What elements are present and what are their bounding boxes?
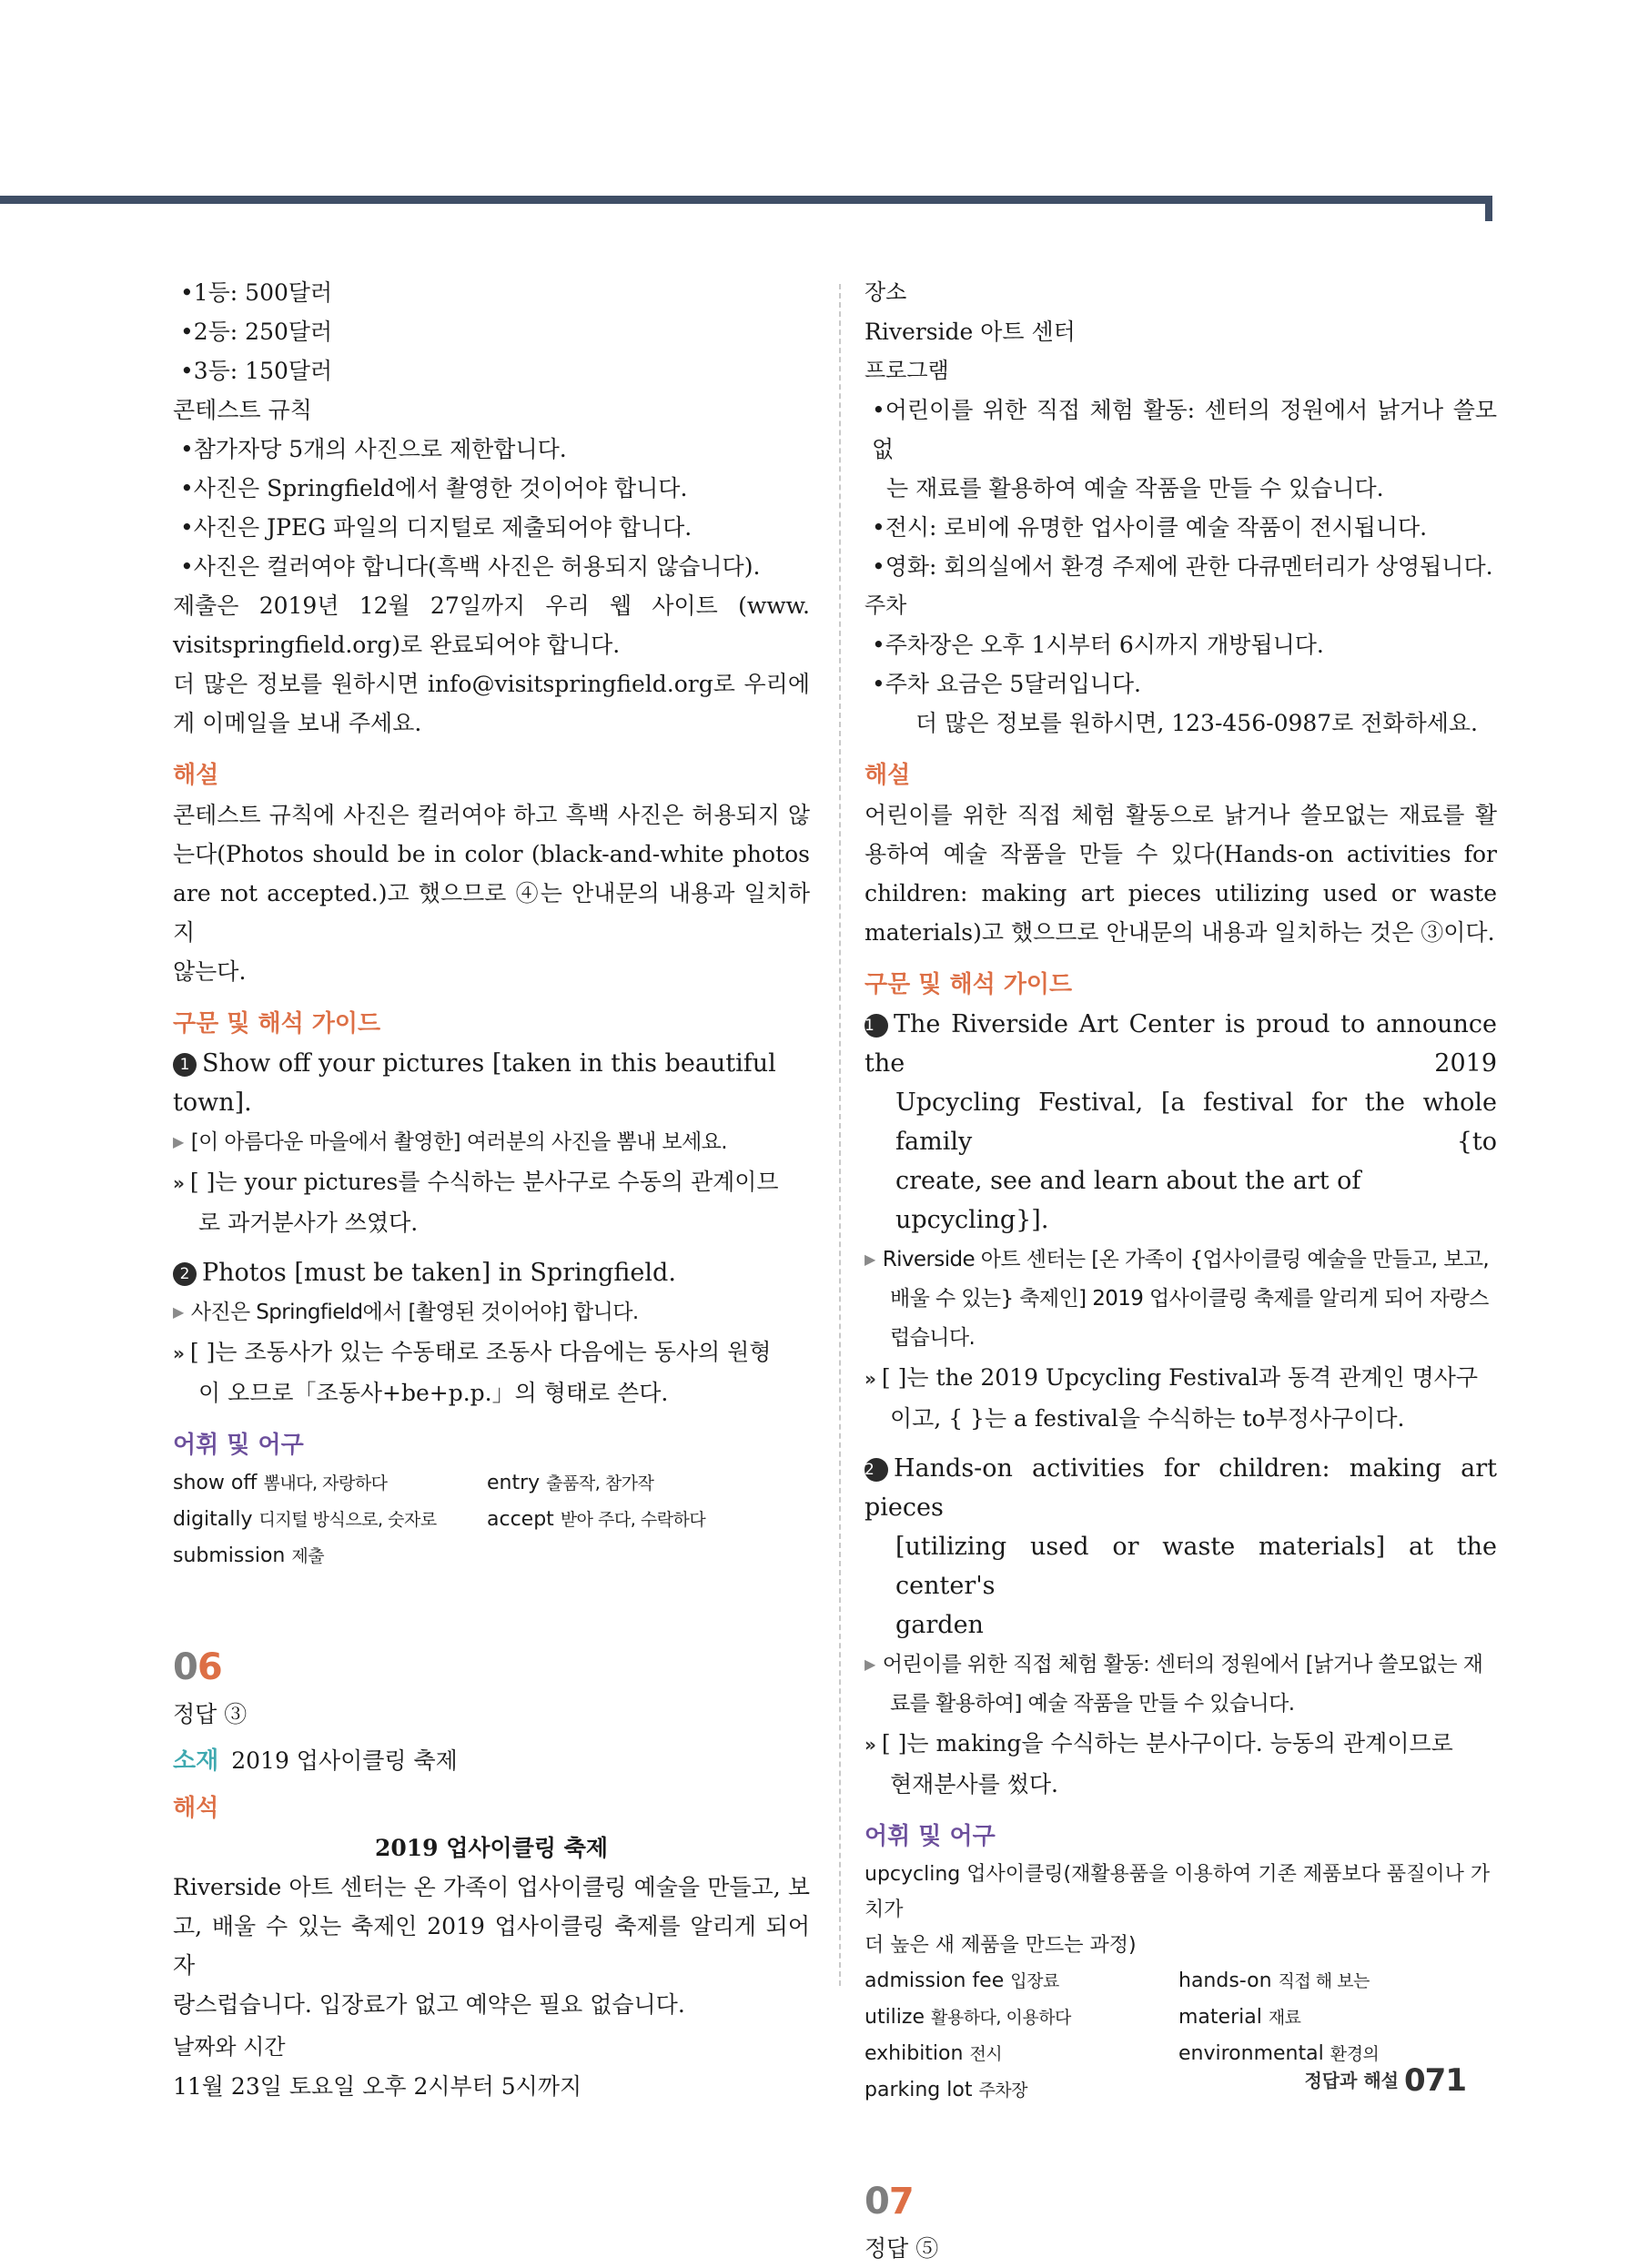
guide-sentence-text: Show off your pictures [taken in this beautiful town]. bbox=[173, 1049, 776, 1117]
rule-item: • 사진은 JPEG 파일의 디지털로 제출되어야 합니다. bbox=[173, 508, 810, 547]
guide-note-line: 로 과거분사가 쓰였다. bbox=[198, 1210, 419, 1236]
guide-note-line: 현재분사를 썼다. bbox=[890, 1771, 1058, 1797]
guide-note-line: [ ]는 making을 수식하는 분사구이다. 능동의 관계이므로 bbox=[881, 1730, 1453, 1757]
datetime-text: 11월 23일 토요일 오후 2시부터 5시까지 bbox=[173, 2073, 582, 2100]
explanation-line: 어린이를 위한 직접 체험 활동으로 낡거나 쓸모없는 재료를 활 bbox=[865, 802, 1497, 828]
guide-note bbox=[173, 1162, 810, 1203]
explanation-line: are not accepted.)고 했으므로 ④는 안내문의 내용과 일치하지 bbox=[173, 880, 810, 946]
info-text: 게 이메일을 보내 주세요. bbox=[173, 710, 422, 736]
parking-heading: 주차 bbox=[865, 592, 907, 618]
footer-label: 정답과 해설 bbox=[1304, 2070, 1400, 2091]
rules-title: 콘테스트 규칙 bbox=[173, 397, 312, 423]
parking-item: • 주차장은 오후 1시부터 6시까지 개방됩니다. bbox=[865, 625, 1497, 664]
rule-item: • 사진은 컬러여야 합니다(흑백 사진은 허용되지 않습니다). bbox=[173, 547, 810, 586]
column-divider bbox=[839, 284, 841, 1986]
guide-sentence-text: The Riverside Art Center is proud to announce the 2019 bbox=[865, 1010, 1497, 1078]
guide-sentence-text: create, see and learn about the art of upcycling}]. bbox=[895, 1167, 1361, 1234]
guide-sentence-text: [utilizing used or waste materials] at the center's bbox=[895, 1533, 1497, 1600]
explanation-line: materials)고 했으므로 안내문의 내용과 일치하는 것은 ③이다. bbox=[865, 919, 1495, 946]
program-item: 는 재료를 활용하여 예술 작품을 만들 수 있습니다. bbox=[886, 475, 1384, 501]
explanation-line: children: making art pieces utilizing used or waste bbox=[865, 880, 1497, 906]
vocab-item: admission fee 입장료 bbox=[865, 1969, 1059, 1992]
left-column bbox=[173, 273, 810, 2106]
guide-note-line: 이 오므로「조동사+be+p.p.」의 형태로 쓴다. bbox=[198, 1380, 669, 1406]
guide-translation: ▶ [이 아름다운 마을에서 촬영한] 여러분의 사진을 뽐내 보세요. bbox=[173, 1122, 810, 1162]
vocab-item: exhibition 전시 bbox=[865, 2042, 1003, 2065]
explanation-line: 콘테스트 규칙에 사진은 컬러여야 하고 흑백 사진은 허용되지 않 bbox=[173, 802, 810, 828]
info-text: 더 많은 정보를 원하시면 info@visitspringfield.org로 우리에 bbox=[173, 671, 810, 697]
place-text: Riverside 아트 센터 bbox=[865, 319, 1076, 345]
header-rule bbox=[0, 196, 1492, 204]
guide-sentence bbox=[173, 1044, 810, 1122]
parking-item: • 주차 요금은 5달러입니다. bbox=[865, 664, 1497, 704]
syntax-guide-heading: 구문 및 해석 가이드 bbox=[173, 1010, 381, 1038]
question-number: 06 bbox=[173, 1646, 222, 1688]
guide-note-line: 이고, { }는 a festival을 수식하는 to부정사구이다. bbox=[890, 1405, 1405, 1432]
page-number: 071 bbox=[1404, 2062, 1466, 2099]
vocab-item: 더 높은 새 제품을 만드는 과정) bbox=[865, 1934, 1137, 1957]
rule-item: • 사진은 Springfield에서 촬영한 것이어야 합니다. bbox=[173, 469, 810, 508]
guide-note bbox=[865, 1724, 1497, 1765]
datetime-heading: 날짜와 시간 bbox=[173, 2034, 286, 2060]
vocab-item: entry 출품작, 참가작 bbox=[487, 1472, 654, 1494]
guide-note-line: [ ]는 the 2019 Upcycling Festival과 동격 관계인 명사구 bbox=[881, 1364, 1479, 1391]
guide-translation: 료를 활용하여] 예술 작품을 만들 수 있습니다. bbox=[890, 1692, 1295, 1716]
guide-note-line: [ ]는 조동사가 있는 수동태로 조동사 다음에는 동사의 원형 bbox=[189, 1339, 772, 1365]
rule-item: • 참가자당 5개의 사진으로 제한합니다. bbox=[173, 430, 810, 469]
place-heading: 장소 bbox=[865, 279, 907, 305]
guide-sentence-text: Photos [must be taken] in Springfield. bbox=[202, 1259, 676, 1287]
note-arrow-icon: » bbox=[173, 1172, 185, 1194]
right-column bbox=[865, 273, 1497, 2268]
guide-sentence-text: garden bbox=[895, 1611, 984, 1639]
prize-item: • 2등: 250달러 bbox=[173, 312, 810, 351]
program-heading: 프로그램 bbox=[865, 358, 949, 383]
vocab-item: submission 제출 bbox=[173, 1544, 325, 1567]
notice-title: 2019 업사이클링 축제 bbox=[374, 1835, 609, 1861]
guide-translation: 럽습니다. bbox=[890, 1326, 976, 1350]
explanation-line: 않는다. bbox=[173, 958, 247, 985]
guide-note bbox=[865, 1358, 1497, 1399]
explanation-line: 는다(Photos should be in color (black-and-white photos bbox=[173, 841, 810, 867]
note-arrow-icon: » bbox=[173, 1342, 185, 1364]
translation-heading: 해석 bbox=[173, 1795, 219, 1822]
guide-translation: 배울 수 있는} 축제인] 2019 업사이클링 축제를 알리게 되어 자랑스 bbox=[890, 1287, 1489, 1311]
vocab-item: digitally 디지털 방식으로, 숫자로 bbox=[173, 1508, 437, 1531]
answer: 정답 ③ bbox=[173, 1701, 248, 1727]
sentence-number-icon: 1 bbox=[865, 1014, 888, 1038]
vocab-item: show off 뽐내다, 자랑하다 bbox=[173, 1472, 388, 1494]
guide-sentence bbox=[865, 1449, 1497, 1527]
vocab-item: material 재료 bbox=[1178, 2006, 1301, 2029]
page-footer bbox=[1304, 2062, 1466, 2099]
program-item: • 영화: 회의실에서 환경 주제에 관한 다큐멘터리가 상영됩니다. bbox=[865, 547, 1497, 586]
vocabulary-list bbox=[173, 1465, 810, 1574]
guide-sentence-text: Hands-on activities for children: making art pieces bbox=[865, 1454, 1497, 1522]
program-item: • 어린이를 위한 직접 체험 활동: 센터의 정원에서 낡거나 쓸모없 bbox=[865, 390, 1497, 469]
notice-line: 고, 배울 수 있는 축제인 2019 업사이클링 축제를 알리게 되어 자 bbox=[173, 1913, 810, 1979]
explanation-heading: 해설 bbox=[173, 762, 219, 789]
topic: 소재 2019 업사이클링 축제 bbox=[173, 1747, 458, 1775]
guide-translation: ▶ 어린이를 위한 직접 체험 활동: 센터의 정원에서 [낡거나 쓸모없는 재 bbox=[865, 1645, 1497, 1685]
sentence-number-icon: 2 bbox=[865, 1458, 888, 1482]
guide-translation: ▶ Riverside 아트 센터는 [온 가족이 {업사이클링 예술을 만들고, 보고, bbox=[865, 1240, 1497, 1280]
vocab-item: upcycling 업사이클링(재활용품을 이용하여 기존 제품보다 품질이나 가치가 bbox=[865, 1863, 1491, 1921]
answer: 정답 ⑤ bbox=[865, 2235, 939, 2262]
vocab-item: parking lot 주차장 bbox=[865, 2079, 1028, 2101]
header-rule-tick bbox=[1485, 196, 1492, 221]
submit-text: visitspringfield.org)로 완료되어야 합니다. bbox=[173, 632, 621, 658]
prize-item: • 3등: 150달러 bbox=[173, 351, 810, 390]
guide-note bbox=[173, 1332, 810, 1373]
guide-translation: ▶ 사진은 Springfield에서 [촬영된 것이어야] 합니다. bbox=[173, 1292, 810, 1332]
prize-item: • 1등: 500달러 bbox=[173, 273, 810, 312]
vocabulary-heading: 어휘 및 어구 bbox=[865, 1823, 996, 1850]
guide-sentence bbox=[865, 1005, 1497, 1083]
guide-note-line: [ ]는 your pictures를 수식하는 분사구로 수동의 관계이므 bbox=[189, 1169, 779, 1195]
guide-sentence bbox=[173, 1253, 810, 1292]
notice-line: 랑스럽습니다. 입장료가 없고 예약은 필요 없습니다. bbox=[173, 1991, 685, 2018]
syntax-guide-heading: 구문 및 해석 가이드 bbox=[865, 971, 1073, 998]
note-arrow-icon: » bbox=[865, 1368, 876, 1390]
vocab-item: hands-on 직접 해 보는 bbox=[1178, 1969, 1370, 1992]
vocabulary-heading: 어휘 및 어구 bbox=[173, 1432, 304, 1459]
submit-text: 제출은 2019년 12월 27일까지 우리 웹 사이트 (www. bbox=[173, 592, 810, 619]
guide-sentence-text: Upcycling Festival, [a festival for the whole family {to bbox=[895, 1088, 1497, 1156]
note-arrow-icon: » bbox=[865, 1734, 876, 1756]
phone-text: 더 많은 정보를 원하시면, 123-456-0987로 전화하세요. bbox=[915, 710, 1478, 736]
explanation-heading: 해설 bbox=[865, 762, 911, 789]
sentence-number-icon: 2 bbox=[173, 1262, 197, 1286]
vocab-item: accept 받아 주다, 수락하다 bbox=[487, 1508, 706, 1531]
program-item: • 전시: 로비에 유명한 업사이클 예술 작품이 전시됩니다. bbox=[865, 508, 1497, 547]
vocab-item: environmental 환경의 bbox=[1178, 2042, 1380, 2065]
question-number: 07 bbox=[865, 2181, 914, 2222]
notice-line: Riverside 아트 센터는 온 가족이 업사이클링 예술을 만들고, 보 bbox=[173, 1874, 810, 1900]
explanation-line: 용하여 예술 작품을 만들 수 있다(Hands-on activities for bbox=[865, 841, 1497, 867]
vocab-item: utilize 활용하다, 이용하다 bbox=[865, 2006, 1071, 2029]
sentence-number-icon: 1 bbox=[173, 1053, 197, 1077]
